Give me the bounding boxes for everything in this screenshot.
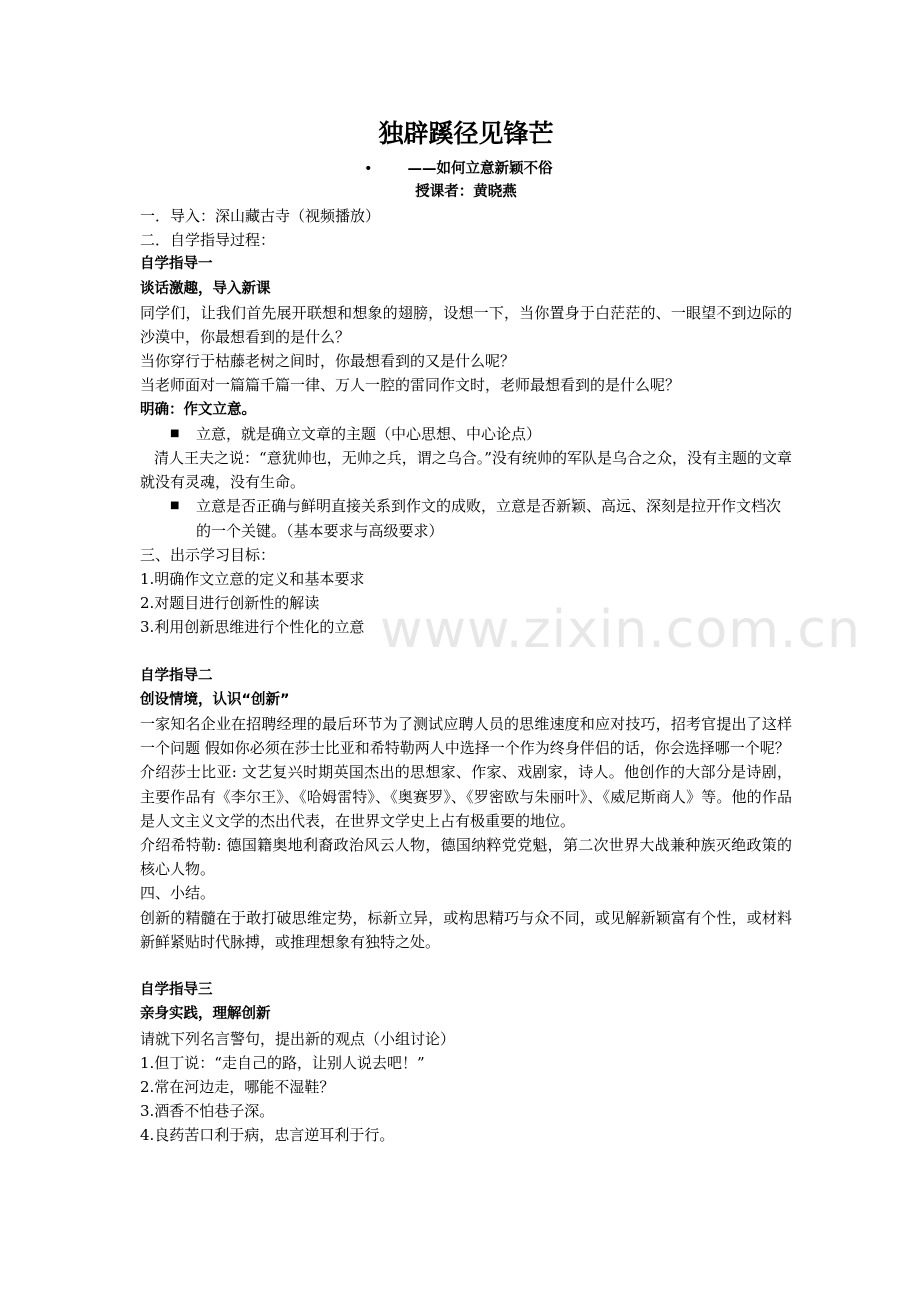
square-bullet-icon: ■: [170, 427, 180, 439]
quote-item: 3.酒香不怕巷子深。: [140, 1102, 275, 1121]
watermark: www.zixin.com.cn: [380, 600, 861, 660]
goal-item: 1.明确作文立意的定义和基本要求: [140, 570, 365, 589]
subtitle-text: ——如何立意新颖不俗: [407, 161, 553, 177]
spacer: [140, 640, 792, 664]
paragraph: 创新的精髓在于敢打破思维定势，标新立异，或构思精巧与众不同，或见解新颖富有个性，或材料新鲜紧贴时代脉搏，或推理想象有独特之处。: [140, 908, 792, 951]
section-summary: 四、小结。: [140, 884, 216, 903]
quote-item: 4.良药苦口利于病，忠言逆耳利于行。: [140, 1126, 395, 1145]
paragraph: 一家知名企业在招聘经理的最后环节为了测试应聘人员的思维速度和应对技巧，招考官提出了这样一个问题 假如你必须在莎士比亚和希特勒两人中选择一个作为终身伴侣的话，你会选择哪一个呢？: [140, 715, 792, 758]
quote-item: 2.常在河边走，哪能不湿鞋？: [140, 1077, 335, 1096]
teacher-line: 授课者：黄晓燕: [415, 184, 517, 200]
paragraph: 请就下列名言警句，提出新的观点（小组讨论）: [140, 1029, 456, 1048]
goal-item: 2.对题目进行创新性的解读: [140, 594, 320, 613]
spacer: [140, 954, 792, 978]
section-goals: 三、出示学习目标：: [140, 545, 276, 564]
bullet-icon: •: [364, 161, 373, 177]
document-body: [140, 116, 792, 1148]
clarify-line: 明确：作文立意。: [140, 401, 256, 418]
guide-one-subheading: 谈话激趣，导入新课: [140, 280, 271, 297]
section-process: 二．自学指导过程：: [140, 231, 276, 250]
list-item: [140, 494, 792, 542]
quote-paragraph: 清人王夫之说：“意犹帅也，无帅之兵，谓之乌合。”没有统帅的军队是乌合之众，没有主题的文章就没有灵魂，没有生命。: [140, 449, 792, 492]
list-item: [140, 422, 792, 446]
paragraph: 当老师面对一篇篇千篇一律、万人一腔的雷同作文时，老师最想看到的是什么呢？: [140, 376, 681, 395]
goal-item: 3.利用创新思维进行个性化的立意: [140, 618, 365, 637]
paragraph: 介绍莎士比亚: 文艺复兴时期英国杰出的思想家、作家、戏剧家，诗人。他创作的大部分是诗剧，主要作品有《李尔王》、《哈姆雷特》、《奥赛罗》、《罗密欧与朱丽叶》、《威尼斯商人》等。他的作品是人文主义文学的杰出代表，在世界文学史上占有极重要的地位。: [140, 763, 792, 830]
section-intro: 一．导入：深山藏古寺（视频播放）: [140, 207, 381, 225]
guide-two-subheading: 创设情境，认识“创新”: [140, 691, 290, 708]
guide-three-heading: 自学指导三: [140, 982, 213, 999]
list-item-text: 立意是否正确与鲜明直接关系到作文的成败，立意是否新颖、高远、深刻是拉开作文档次的一个关键。（基本要求与高级要求）: [196, 497, 782, 540]
paragraph: 当你穿行于枯藤老树之间时，你最想看到的又是什么呢？: [140, 352, 516, 371]
paragraph: 介绍希特勒: 德国籍奥地利裔政治风云人物，德国纳粹党党魁，第二次世界大战兼种族灭绝政策的核心人物。: [140, 836, 792, 879]
document-title: 独辟蹊径见锋芒: [378, 119, 554, 148]
document-subtitle: [140, 158, 792, 180]
guide-two-heading: 自学指导二: [140, 667, 213, 684]
paragraph: 同学们，让我们首先展开联想和想象的翅膀，设想一下，当你置身于白茫茫的、一眼望不到边际的沙漠中，你最想看到的是什么？: [140, 303, 792, 347]
guide-three-subheading: 亲身实践，理解创新: [140, 1006, 271, 1023]
guide-one-heading: 自学指导一: [140, 256, 213, 273]
square-bullet-icon: ■: [170, 500, 180, 512]
quote-item: 1.但丁说：“走自己的路，让别人说去吧！”: [140, 1053, 425, 1072]
list-item-text: 立意，就是确立文章的主题（中心思想、中心论点）: [196, 424, 542, 443]
